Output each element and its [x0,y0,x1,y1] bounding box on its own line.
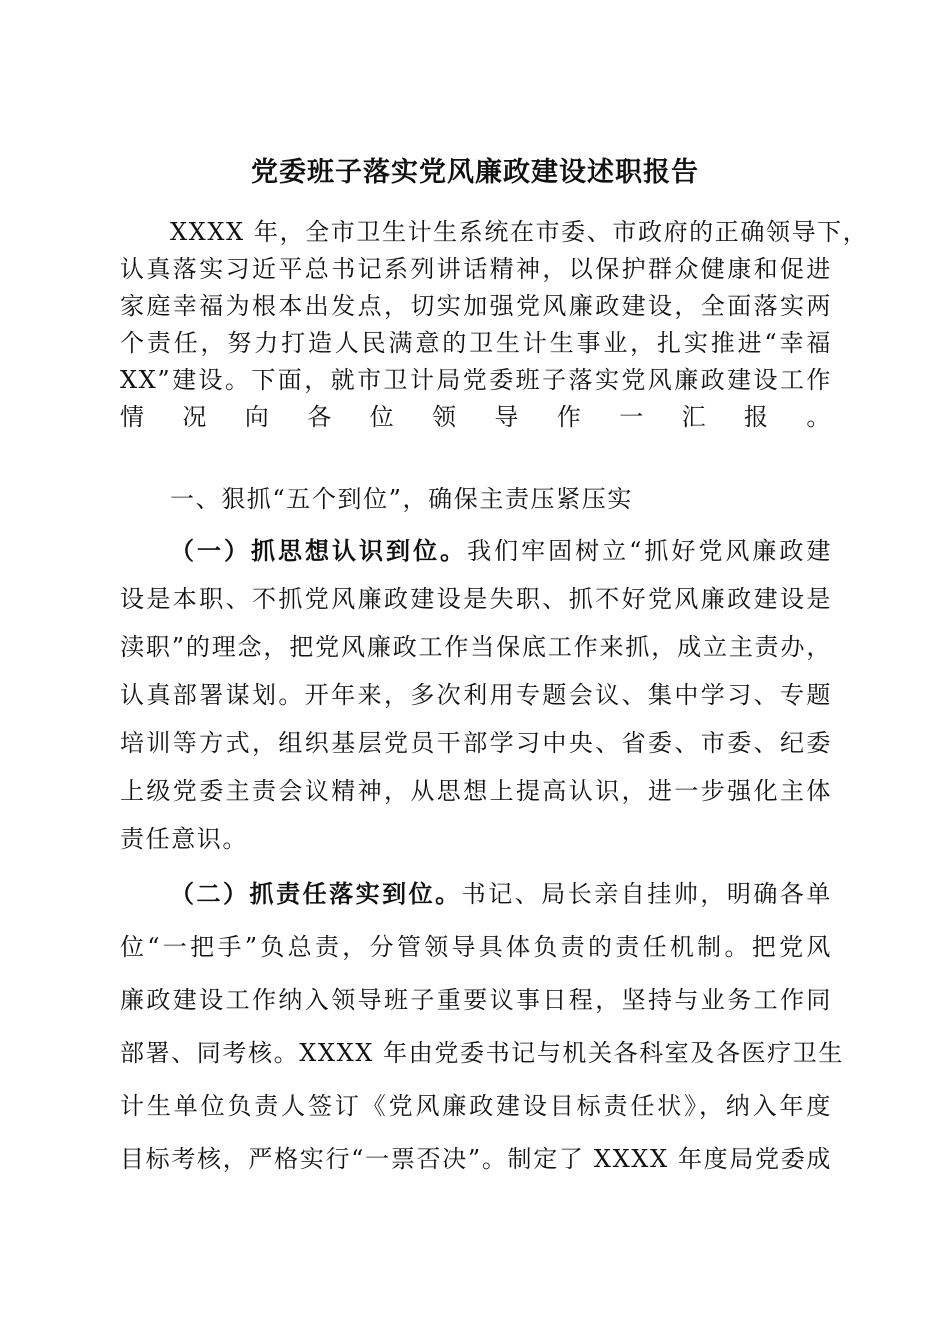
paragraph-line: 培训等方式，组织基层党员干部学习中央、省委、市委、纪委 [120,729,832,757]
paragraph-line: 位“一把手”负总责，分管领导具体负责的责任机制。把党风 [120,933,832,961]
item-text: 书记、局长亲自挂帅，明确各单 [461,880,832,908]
paragraph-line: 计生单位负责人签订《党风廉政建设目标责任状》，纳入年度 [120,1092,832,1120]
paragraph-line: 责任意识。 [120,825,248,853]
paragraph-line: 上级党委主责会议精神，从思想上提高认识，进一步强化主体 [120,777,832,805]
paragraph-line: 渎职”的理念，把党风廉政工作当保底工作来抓，成立主责办， [120,633,832,661]
paragraph-line: 廉政建设工作纳入领导班子重要议事日程，坚持与业务工作同 [120,986,832,1014]
paragraph-line: 个责任，努力打造人民满意的卫生计生事业，扎实推进“幸福 [120,329,832,357]
paragraph-line: 部署、同考核。XXXX 年由党委书记与机关各科室及各医疗卫生 [120,1039,844,1067]
paragraph-line: 设是本职、不抓党风廉政建设是失职、抓不好党风廉政建设是 [120,585,832,613]
section-heading: 一、狠抓“五个到位”，确保主责压紧压实 [170,485,633,513]
paragraph-line: 认真部署谋划。开年来，多次利用专题会议、集中学习、专题 [120,681,832,709]
paragraph-line: XXXX 年，全市卫生计生系统在市委、市政府的正确领导下， [170,218,869,246]
item-first-line [170,879,832,909]
document-title: 党委班子落实党风廉政建设述职报告 [251,157,699,188]
paragraph-line: 情况向各位领导作一汇报。 [120,403,832,431]
item-first-line [170,536,832,566]
item-text: 我们牢固树立“抓好党风廉政建 [467,537,832,565]
paragraph-line: XX”建设。下面，就市卫计局党委班子落实党风廉政建设工作 [120,366,832,394]
item-lead: （一）抓思想认识到位。 [170,537,468,565]
paragraph-line: 目标考核，严格实行“一票否决”。制定了 XXXX 年度局党委成 [120,1145,832,1173]
paragraph-line: 认真落实习近平总书记系列讲话精神，以保护群众健康和促进 [120,255,832,283]
paragraph-line: 家庭幸福为根本出发点，切实加强党风廉政建设，全面落实两 [120,292,832,320]
item-lead: （二）抓责任落实到位。 [170,880,462,908]
